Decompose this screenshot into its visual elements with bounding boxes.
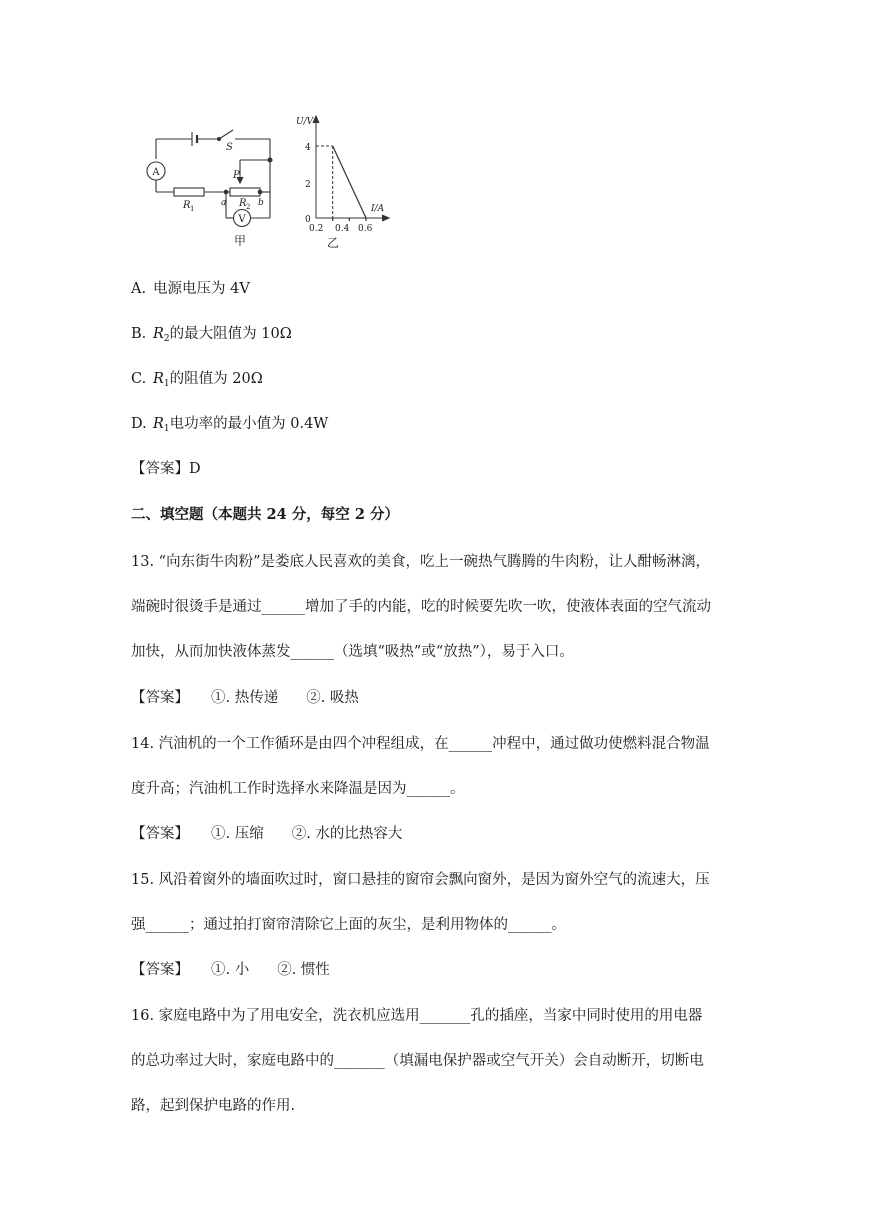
switch-blade <box>219 130 233 139</box>
end-a-label: a <box>221 198 227 208</box>
q13-line-3: 加快，从而加快液体蒸发______（选填“吸热”或“放热”），易于入口。 <box>131 644 574 660</box>
q15-line-1: 15. 风沿着窗外的墙面吹过时，窗口悬挂的窗帘会飘向窗外，是因为窗外空气的流速大，压 <box>131 872 710 888</box>
r1-label: R <box>183 200 191 211</box>
end-b-label: b <box>258 198 264 208</box>
q15-line-2: 强______；通过拍打窗帘清除它上面的灰尘，是利用物体的______。 <box>131 917 566 933</box>
slider-label: P <box>233 170 240 181</box>
q13-answer <box>131 688 359 708</box>
graph-series <box>316 146 366 221</box>
option-d-sub: 1 <box>163 424 170 434</box>
r2-sub: 2 <box>246 203 251 211</box>
option-d-letter: D. <box>131 416 147 432</box>
q14-answer-1: ①. 压缩 <box>211 826 264 842</box>
option-d <box>131 414 328 439</box>
q13-answer-label: 【答案】 <box>131 690 189 706</box>
section-heading: 二、填空题（本题共 24 分，每空 2 分） <box>131 506 399 523</box>
y-axis-label: U/V <box>296 117 314 127</box>
x-tick-0.2: 0.2 <box>309 224 324 234</box>
q13-answer-2: ②. 吸热 <box>306 690 359 706</box>
q16-line-3: 路，起到保护电路的作用. <box>131 1098 296 1114</box>
q13-line-2: 端碗时很烫手是通过______增加了手的内能，吃的时候要先吹一吹，使液体表面的空气流动 <box>131 599 711 615</box>
q13-answer-1: ①. 热传递 <box>211 690 279 706</box>
q14-answer-label: 【答案】 <box>131 826 189 842</box>
q14-line-2: 度升高；汽油机工作时选择水来降温是因为______。 <box>131 781 465 797</box>
circuit-diagram <box>147 130 272 227</box>
q16-line-2: 的总功率过大时，家庭电路中的_______（填漏电保护器或空气开关）会自动断开，切断电 <box>131 1053 704 1069</box>
figure-svg <box>140 112 410 252</box>
option-b-letter: B. <box>131 326 147 342</box>
option-b-text: 的最大阻值为 10Ω <box>169 326 292 342</box>
option-a-letter: A. <box>131 281 147 297</box>
r1-sub: 1 <box>190 205 195 213</box>
problem-figure <box>140 112 410 252</box>
r2-resistor <box>230 188 260 196</box>
x-axis-label: I/A <box>371 204 385 214</box>
q15-answer <box>131 960 330 980</box>
y-tick-4: 4 <box>305 143 311 153</box>
q15-answer-2: ②. 惯性 <box>277 962 330 978</box>
q16-line-1: 16. 家庭电路中为了用电安全，洗衣机应选用_______孔的插座，当家中同时使用的用电器 <box>131 1008 703 1024</box>
q14-answer <box>131 824 402 844</box>
ammeter-label: A <box>152 167 160 178</box>
r1-resistor <box>174 188 204 196</box>
y-tick-2: 2 <box>305 180 311 190</box>
option-c-text: 的阻值为 20Ω <box>169 371 263 387</box>
option-c-sub: 1 <box>163 379 170 389</box>
option-a <box>131 279 250 299</box>
answer-12 <box>131 459 201 479</box>
option-b-sub: 2 <box>163 334 170 344</box>
x-tick-0.6: 0.6 <box>358 224 373 234</box>
option-d-var: R <box>153 416 164 432</box>
q15-answer-1: ①. 小 <box>211 962 250 978</box>
answer-12-value: D <box>189 461 201 477</box>
y-tick-0: 0 <box>305 215 311 225</box>
series-line-segment <box>333 146 366 218</box>
switch-label: S <box>226 142 233 153</box>
x-tick-0.4: 0.4 <box>335 224 350 234</box>
q14-answer-2: ②. 水的比热容大 <box>291 826 403 842</box>
circuit-caption: 甲 <box>234 234 247 248</box>
r2-label: R <box>239 198 247 209</box>
answer-12-label: 【答案】 <box>131 461 189 477</box>
voltmeter-label: V <box>238 214 246 225</box>
option-b-var: R <box>153 326 164 342</box>
option-d-text: 电功率的最小值为 0.4W <box>169 416 329 432</box>
option-a-text: 电源电压为 4V <box>153 281 250 297</box>
ui-graph <box>296 116 389 250</box>
option-b <box>131 324 292 349</box>
option-c-letter: C. <box>131 371 147 387</box>
option-c-var: R <box>153 371 164 387</box>
option-c <box>131 369 263 394</box>
q15-answer-label: 【答案】 <box>131 962 189 978</box>
q14-line-1: 14. 汽油机的一个工作循环是由四个冲程组成，在______冲程中，通过做功使燃料混合物温 <box>131 736 710 752</box>
graph-caption: 乙 <box>327 236 340 250</box>
q13-line-1: 13. “向东街牛肉粉”是娄底人民喜欢的美食，吃上一碗热气腾腾的牛肉粉，让人酣畅淋漓， <box>131 554 710 570</box>
